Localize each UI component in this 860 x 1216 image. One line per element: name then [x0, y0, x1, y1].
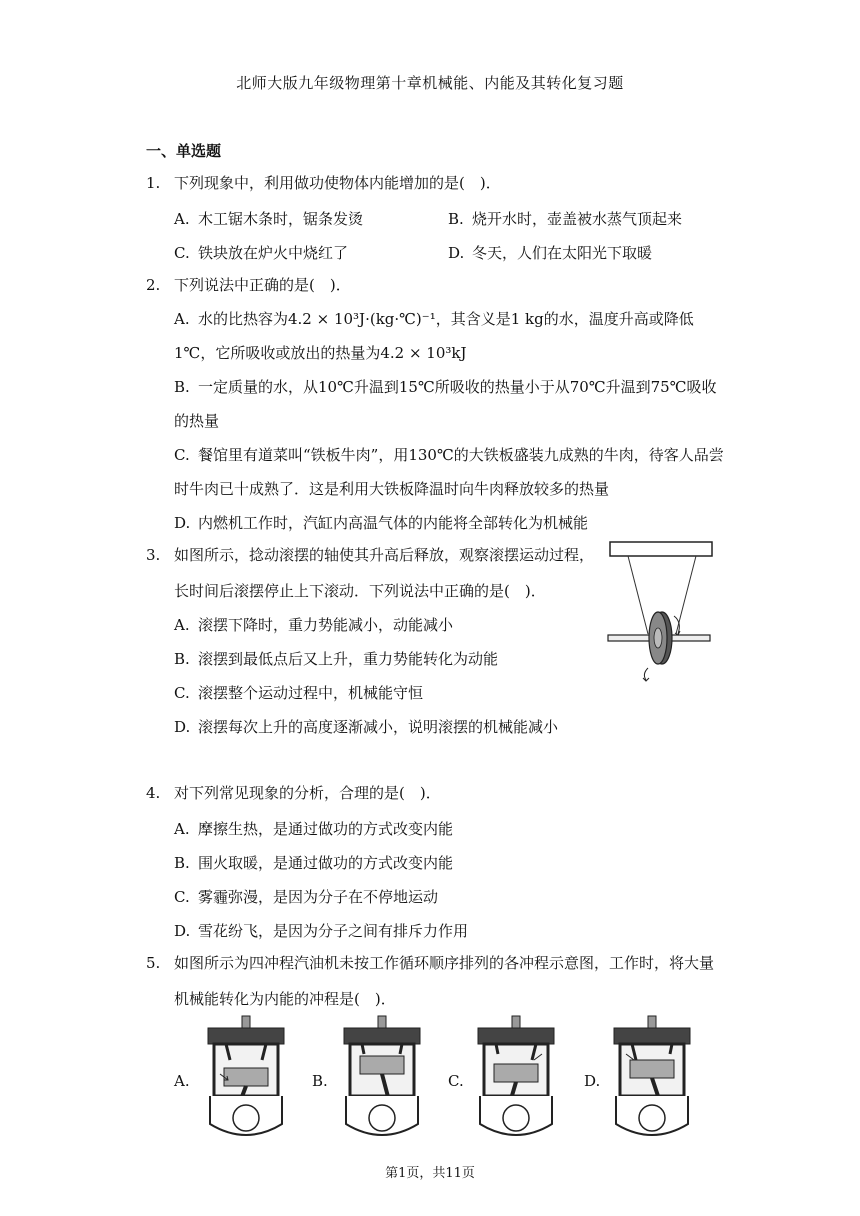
option-text: 滚摆整个运动过程中，机械能守恒 [198, 684, 424, 702]
option-label: B. [448, 210, 464, 228]
option-text: 雪花纷飞，是因为分子之间有排斥力作用 [198, 922, 469, 940]
q2-option-a [174, 302, 724, 370]
option-text: 滚摆每次上升的高度逐渐减小，说明滚摆的机械能减小 [198, 718, 559, 736]
option-label: C. [174, 244, 190, 262]
option-label: A. [174, 310, 190, 328]
q3-option-a [174, 614, 453, 635]
option-text: 烧开水时，壶盖被水蒸气顶起来 [472, 210, 683, 228]
option-text: 餐馆里有道菜叫“铁板牛肉”，用130℃的大铁板盛装九成熟的牛肉，待客人品尝时牛肉已十成熟了．这是利用大铁板降温时向牛肉释放较多的热量 [174, 446, 724, 498]
q2-option-b [174, 370, 724, 438]
option-label: D. [174, 514, 191, 532]
question-number: 3. [146, 546, 161, 564]
engine-stroke-b-figure [336, 1014, 428, 1144]
question-3-line-2: 长时间后滚摆停止上下滚动．下列说法中正确的是( )． [174, 582, 546, 600]
question-stem: 下列说法中正确的是( )． [174, 276, 351, 294]
q4-option-b [174, 852, 453, 873]
q3-option-d [174, 716, 558, 737]
option-label: C. [174, 446, 190, 464]
option-text: 一定质量的水，从10℃升温到15℃所吸收的热量小于从70℃升温到75℃吸收的热量 [174, 378, 717, 430]
q4-option-d [174, 920, 468, 941]
option-text: 冬天，人们在太阳光下取暖 [472, 244, 653, 262]
question-stem: 下列现象中，利用做功使物体内能增加的是( )． [174, 174, 501, 192]
option-label: C. [174, 684, 190, 702]
q4-option-c [174, 886, 438, 907]
option-text: 滚摆到最低点后又上升，重力势能转化为动能 [198, 650, 499, 668]
option-label: A. [174, 820, 190, 838]
option-label: C. [174, 888, 190, 906]
q1-option-d [448, 242, 652, 263]
q1-option-b [448, 208, 682, 229]
q3-option-c [174, 682, 423, 703]
option-text: 内燃机工作时，汽缸内高温气体的内能将全部转化为机械能 [198, 514, 589, 532]
question-number: 4. [146, 784, 161, 802]
option-text: 滚摆下降时，重力势能减小，动能减小 [198, 616, 454, 634]
question-number: 2. [146, 276, 161, 294]
option-label: D. [174, 922, 191, 940]
engine-stroke-c-figure [470, 1014, 562, 1144]
question-number: 1. [146, 174, 161, 192]
engine-stroke-a-figure [200, 1014, 292, 1144]
option-text: 雾霾弥漫，是因为分子在不停地运动 [198, 888, 439, 906]
question-stem-line-1: 如图所示，捻动滚摆的轴使其升高后释放，观察滚摆运动过程， [174, 546, 595, 564]
option-label: B. [174, 378, 190, 396]
engine-stroke-d-figure [606, 1014, 698, 1144]
option-label: A. [174, 210, 190, 228]
option-label: D. [448, 244, 465, 262]
option-label: B. [174, 650, 190, 668]
q2-option-d [174, 512, 588, 533]
q1-option-a [174, 208, 363, 229]
maxwell-pendulum-figure [600, 538, 720, 688]
question-stem: 对下列常见现象的分析，合理的是( )． [174, 784, 441, 802]
document-title: 北师大版九年级物理第十章机械能、内能及其转化复习题 [236, 74, 624, 92]
question-5-line-2: 机械能转化为内能的冲程是( )． [174, 990, 396, 1008]
option-label: A. [174, 616, 190, 634]
q5-option-d-label: D. [584, 1072, 601, 1090]
option-label: B. [174, 854, 190, 872]
page-footer: 第1页，共11页 [385, 1166, 475, 1181]
q5-option-b-label: B. [312, 1072, 328, 1090]
option-text: 水的比热容为4.2 × 10³J·(kg·℃)⁻¹，其含义是1 kg的水，温度升高或降低1℃，它所吸收或放出的热量为4.2 × 10³kJ [174, 310, 694, 362]
question-stem-line-1: 如图所示为四冲程汽油机未按工作循环顺序排列的各冲程示意图，工作时，将大量 [174, 954, 715, 972]
section-heading: 一、单选题 [146, 142, 222, 160]
option-text: 铁块放在炉火中烧红了 [198, 244, 349, 262]
q2-option-c [174, 438, 724, 506]
q5-option-a-label: A. [174, 1072, 190, 1090]
q4-option-a [174, 818, 453, 839]
q5-option-c-label: C. [448, 1072, 464, 1090]
option-text: 围火取暖，是通过做功的方式改变内能 [198, 854, 454, 872]
option-label: D. [174, 718, 191, 736]
option-text: 摩擦生热，是通过做功的方式改变内能 [198, 820, 454, 838]
q3-option-b [174, 648, 498, 669]
option-text: 木工锯木条时，锯条发烫 [198, 210, 364, 228]
question-number: 5. [146, 954, 161, 972]
q1-option-c [174, 242, 348, 263]
